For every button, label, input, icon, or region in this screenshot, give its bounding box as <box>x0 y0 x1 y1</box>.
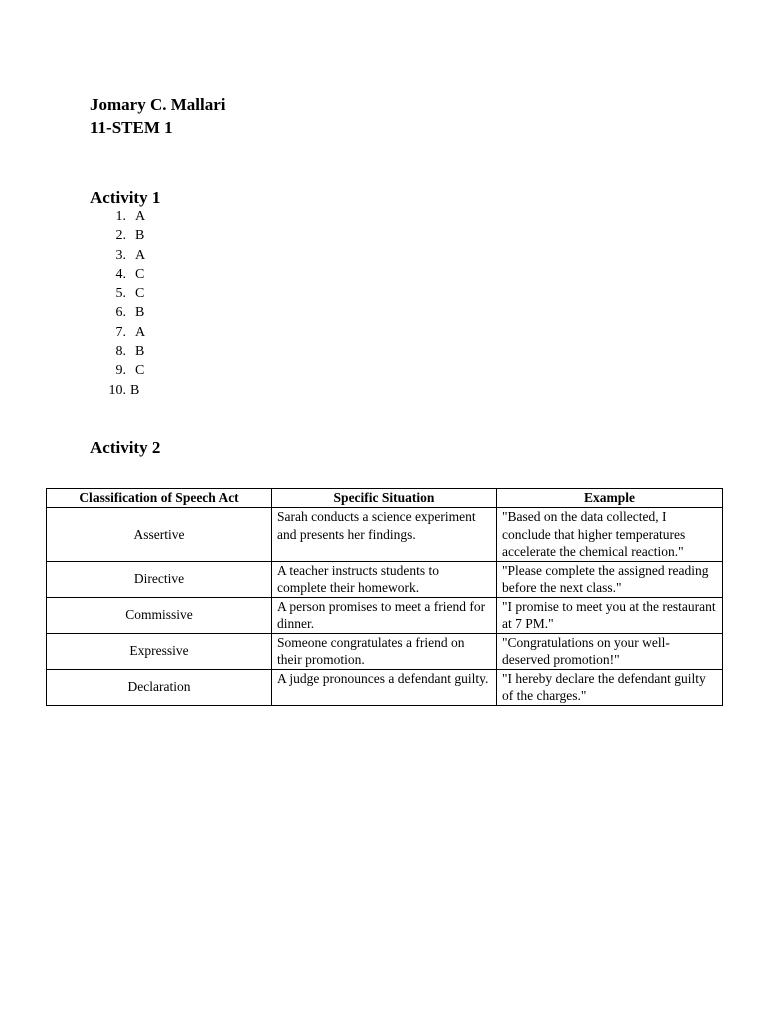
cell-example: "I promise to meet you at the restaurant at 7 PM." <box>497 597 723 633</box>
list-item <box>100 342 145 361</box>
item-answer: C <box>135 286 145 302</box>
item-number: 7. <box>115 324 126 340</box>
item-number: 3. <box>115 247 126 263</box>
table-row <box>47 561 723 597</box>
item-number: 10. <box>108 382 126 398</box>
item-answer: C <box>135 363 145 379</box>
column-header-example: Example <box>497 489 723 508</box>
activity1-heading: Activity 1 <box>90 188 161 207</box>
cell-classification: Directive <box>47 561 272 597</box>
item-answer: C <box>135 266 145 282</box>
cell-situation: Someone congratulates a friend on their promotion. <box>272 633 497 669</box>
table-row <box>47 669 723 705</box>
activity2-heading: Activity 2 <box>90 438 161 457</box>
list-item <box>100 361 145 380</box>
list-item <box>100 381 145 400</box>
cell-classification: Declaration <box>47 669 272 705</box>
list-item <box>100 246 145 265</box>
table-row <box>47 633 723 669</box>
item-answer: B <box>135 228 145 244</box>
item-answer: B <box>130 382 140 398</box>
list-item <box>100 207 145 226</box>
item-number: 6. <box>115 305 126 321</box>
list-item <box>100 323 145 342</box>
cell-situation: A teacher instructs students to complete their homework. <box>272 561 497 597</box>
item-number: 1. <box>115 209 126 224</box>
speech-act-table <box>46 488 723 706</box>
cell-example: "Based on the data collected, I conclude that higher temperatures accelerate the chemical reaction." <box>497 508 723 562</box>
table-row <box>47 597 723 633</box>
list-item <box>100 284 145 303</box>
item-answer: B <box>135 344 145 360</box>
item-number: 9. <box>115 363 126 379</box>
cell-classification: Expressive <box>47 633 272 669</box>
cell-situation: A judge pronounces a defendant guilty. <box>272 669 497 705</box>
cell-example: "I hereby declare the defendant guilty of the charges." <box>497 669 723 705</box>
cell-example: "Please complete the assigned reading before the next class." <box>497 561 723 597</box>
item-answer: A <box>135 324 146 340</box>
list-item <box>100 303 145 322</box>
table-header-row <box>47 489 723 508</box>
list-item <box>100 265 145 284</box>
item-answer: B <box>135 305 145 321</box>
item-number: 5. <box>115 286 126 302</box>
item-number: 8. <box>115 344 126 360</box>
cell-classification: Commissive <box>47 597 272 633</box>
list-item <box>100 226 145 245</box>
student-name: Jomary C. Mallari <box>90 95 226 114</box>
item-answer: A <box>135 247 146 263</box>
activity1-answer-list <box>100 207 145 400</box>
item-answer: A <box>135 209 146 224</box>
item-number: 2. <box>115 228 126 244</box>
table-row <box>47 508 723 562</box>
cell-situation: A person promises to meet a friend for dinner. <box>272 597 497 633</box>
column-header-situation: Specific Situation <box>272 489 497 508</box>
cell-situation: Sarah conducts a science experiment and presents her findings. <box>272 508 497 562</box>
item-number: 4. <box>115 266 126 282</box>
cell-example: "Congratulations on your well-deserved promotion!" <box>497 633 723 669</box>
cell-classification: Assertive <box>47 508 272 562</box>
student-section: 11-STEM 1 <box>90 118 173 137</box>
column-header-classification: Classification of Speech Act <box>47 489 272 508</box>
